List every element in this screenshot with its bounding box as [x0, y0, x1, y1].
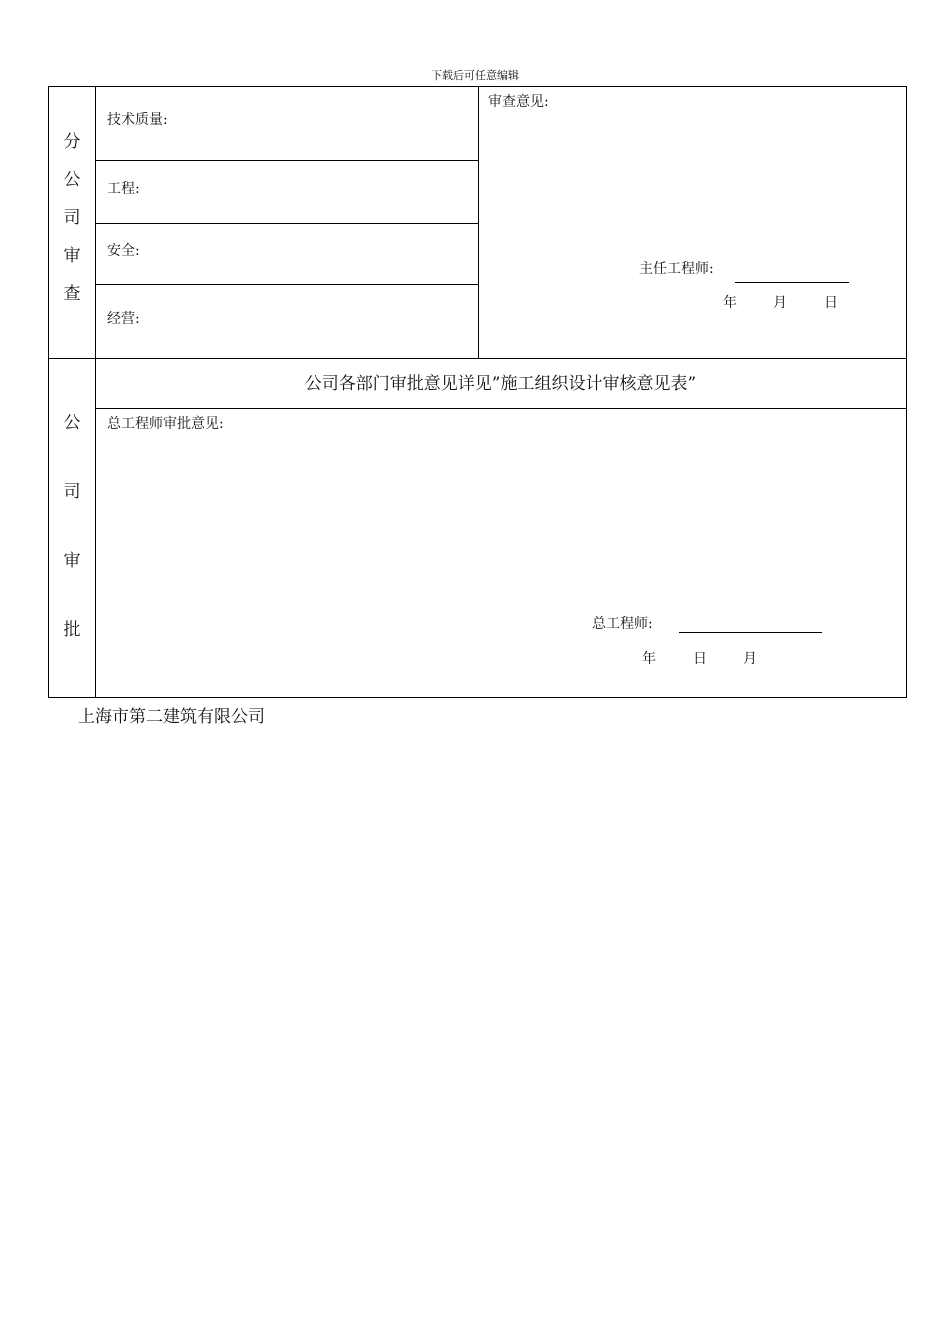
divider-field-3: [95, 284, 479, 285]
side-char: 查: [63, 284, 81, 304]
general-engineer-signature-line: [679, 632, 822, 633]
company-name: 上海市第二建筑有限公司: [78, 707, 265, 727]
review-opinion-label: 审查意见:: [488, 94, 549, 110]
side-char: 司: [63, 482, 81, 502]
field-label-business: 经营:: [107, 311, 140, 327]
field-label-engineering: 工程:: [107, 181, 140, 197]
field-label-safety: 安全:: [107, 243, 140, 259]
date-day: 日: [824, 295, 838, 311]
date-month: 月: [773, 295, 787, 311]
side-char: 审: [63, 551, 81, 571]
chief-engineer-label: 主任工程师:: [639, 261, 714, 277]
chief-approval-opinion-label: 总工程师审批意见:: [107, 416, 224, 432]
company-approval-side-label: [49, 408, 95, 684]
date-year: 年: [642, 651, 656, 667]
divider-field-2: [95, 223, 479, 224]
department-approval-note: 公司各部门审批意见详见”施工组织设计审核意见表”: [304, 374, 697, 394]
divider-field-1: [95, 160, 479, 161]
branch-review-side-label: [49, 127, 95, 317]
side-char: 审: [63, 246, 81, 266]
side-char: 公: [63, 413, 81, 433]
general-engineer-label: 总工程师:: [592, 616, 653, 632]
header-note: 下载后可任意编辑: [431, 69, 519, 82]
side-char: 司: [63, 208, 81, 228]
chief-engineer-signature-line: [735, 282, 849, 283]
review-form-table: [48, 86, 907, 698]
side-char: 批: [63, 620, 81, 640]
divider-note: [95, 408, 906, 409]
side-char: 分: [63, 132, 81, 152]
date-year: 年: [723, 295, 737, 311]
date-day: 日: [693, 651, 707, 667]
date-month: 月: [743, 651, 757, 667]
side-char: 公: [63, 170, 81, 190]
field-label-tech-quality: 技术质量:: [107, 112, 168, 128]
